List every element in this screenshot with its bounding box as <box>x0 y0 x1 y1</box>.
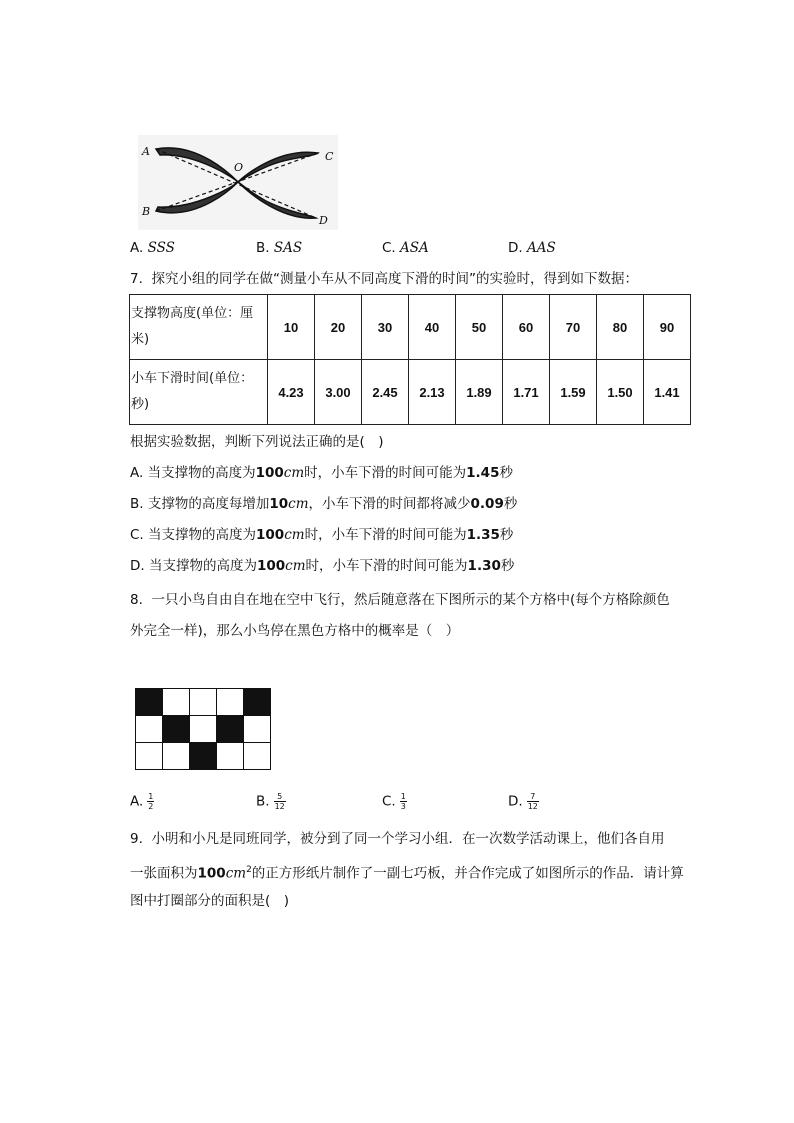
label-c: C <box>325 150 334 163</box>
white-square <box>217 743 244 770</box>
experiment-table <box>129 294 691 425</box>
table-cell: 40 <box>409 295 456 360</box>
table-cell: 4.23 <box>268 360 315 425</box>
white-square <box>244 743 271 770</box>
table-cell: 90 <box>644 295 691 360</box>
option-text: SSS <box>147 240 175 256</box>
row-header-time: 小车下滑时间(单位： 秒) <box>130 360 268 425</box>
row-header-height: 支撑物高度(单位：厘 米) <box>130 295 268 360</box>
table-cell: 1.41 <box>644 360 691 425</box>
grid-row <box>136 716 271 743</box>
fraction: $\frac{1}{3}$ <box>400 792 406 811</box>
table-cell: 1.50 <box>597 360 644 425</box>
label-b: B <box>142 205 151 218</box>
option-letter: B. <box>256 240 270 256</box>
label-o: O <box>234 161 244 174</box>
question-number: 7. <box>130 271 143 287</box>
black-square <box>136 689 163 716</box>
table-cell: 30 <box>362 295 409 360</box>
q8-stem-line1: 8. 一只小鸟自由自在地在空中飞行，然后随意落在下图所示的某个方格中(每个方格除颜色 <box>130 592 670 608</box>
table-row <box>130 360 691 425</box>
option-letter: D. <box>508 240 523 256</box>
white-square <box>136 743 163 770</box>
fraction: $\frac{5}{12}$ <box>274 792 285 811</box>
q8-option-b[interactable]: B. $\frac{5}{12}$ <box>256 792 285 811</box>
q7-question: 根据实验数据，判断下列说法正确的是( ) <box>130 434 384 450</box>
black-white-grid <box>135 688 271 770</box>
table-cell: 60 <box>503 295 550 360</box>
q7-option-b[interactable]: B. 支撑物的高度每增加10cm，小车下滑的时间都将减少0.09秒 <box>130 496 518 512</box>
fraction: $\frac{7}{12}$ <box>527 792 538 811</box>
q7-stem <box>130 270 638 288</box>
q6-option-d[interactable] <box>508 239 556 257</box>
question-text: 探究小组的同学在做“测量小车从不同高度下滑的时间”的实验时，得到如下数据： <box>151 271 638 287</box>
q9-stem-line3: 图中打圈部分的面积是( ) <box>130 893 290 909</box>
q6-option-b[interactable] <box>256 239 302 257</box>
table-cell: 10 <box>268 295 315 360</box>
grid-row <box>136 689 271 716</box>
white-square <box>244 716 271 743</box>
table-cell: 70 <box>550 295 597 360</box>
option-text: SAS <box>273 240 303 256</box>
option-letter: C. <box>382 240 396 256</box>
q7-option-a[interactable]: A. 当支撑物的高度为100cm时，小车下滑的时间可能为1.45秒 <box>130 465 513 481</box>
question-number: 8. <box>130 592 143 608</box>
label-d: D <box>319 214 328 227</box>
black-square <box>190 743 217 770</box>
table-cell: 50 <box>456 295 503 360</box>
q7-option-c[interactable]: C. 当支撑物的高度为100cm时，小车下滑的时间可能为1.35秒 <box>130 527 514 543</box>
option-text: ASA <box>400 240 429 256</box>
black-square <box>217 716 244 743</box>
q8-stem-line2: 外完全一样)，那么小鸟停在黑色方格中的概率是（ ） <box>130 623 460 639</box>
label-a: A <box>142 145 150 158</box>
table-cell: 1.59 <box>550 360 597 425</box>
table-cell: 2.45 <box>362 360 409 425</box>
white-square <box>163 689 190 716</box>
q7-option-d[interactable]: D. 当支撑物的高度为100cm时，小车下滑的时间可能为1.30秒 <box>130 558 515 574</box>
white-square <box>136 716 163 743</box>
question-number: 9. <box>130 831 143 847</box>
table-cell: 1.71 <box>503 360 550 425</box>
table-cell: 80 <box>597 295 644 360</box>
table-cell: 20 <box>315 295 362 360</box>
table-cell: 3.00 <box>315 360 362 425</box>
white-square <box>163 743 190 770</box>
white-square <box>217 689 244 716</box>
q8-option-d[interactable]: D. $\frac{7}{12}$ <box>508 792 538 811</box>
q6-option-c[interactable] <box>382 239 429 257</box>
option-text: AAS <box>526 240 556 256</box>
q6-option-a[interactable] <box>130 239 175 257</box>
q9-stem-line2: 一张面积为$100cm^2$的正方形纸片制作了一副七巧板，并合作完成了如图所示的作品．请计算 <box>130 865 684 882</box>
option-letter: A. <box>130 240 144 256</box>
bow-figure <box>138 135 338 230</box>
q9-stem-line1: 9. 小明和小凡是同班同学，被分到了同一个学习小组．在一次数学活动课上，他们各自用 <box>130 831 665 847</box>
black-square <box>244 689 271 716</box>
fraction: $\frac{1}{2}$ <box>148 792 154 811</box>
black-square <box>163 716 190 743</box>
table-cell: 1.89 <box>456 360 503 425</box>
q8-option-a[interactable]: A. $\frac{1}{2}$ <box>130 792 154 811</box>
table-cell: 2.13 <box>409 360 456 425</box>
grid-row <box>136 743 271 770</box>
white-square <box>190 716 217 743</box>
q8-option-c[interactable]: C. $\frac{1}{3}$ <box>382 792 406 811</box>
white-square <box>190 689 217 716</box>
table-row <box>130 295 691 360</box>
